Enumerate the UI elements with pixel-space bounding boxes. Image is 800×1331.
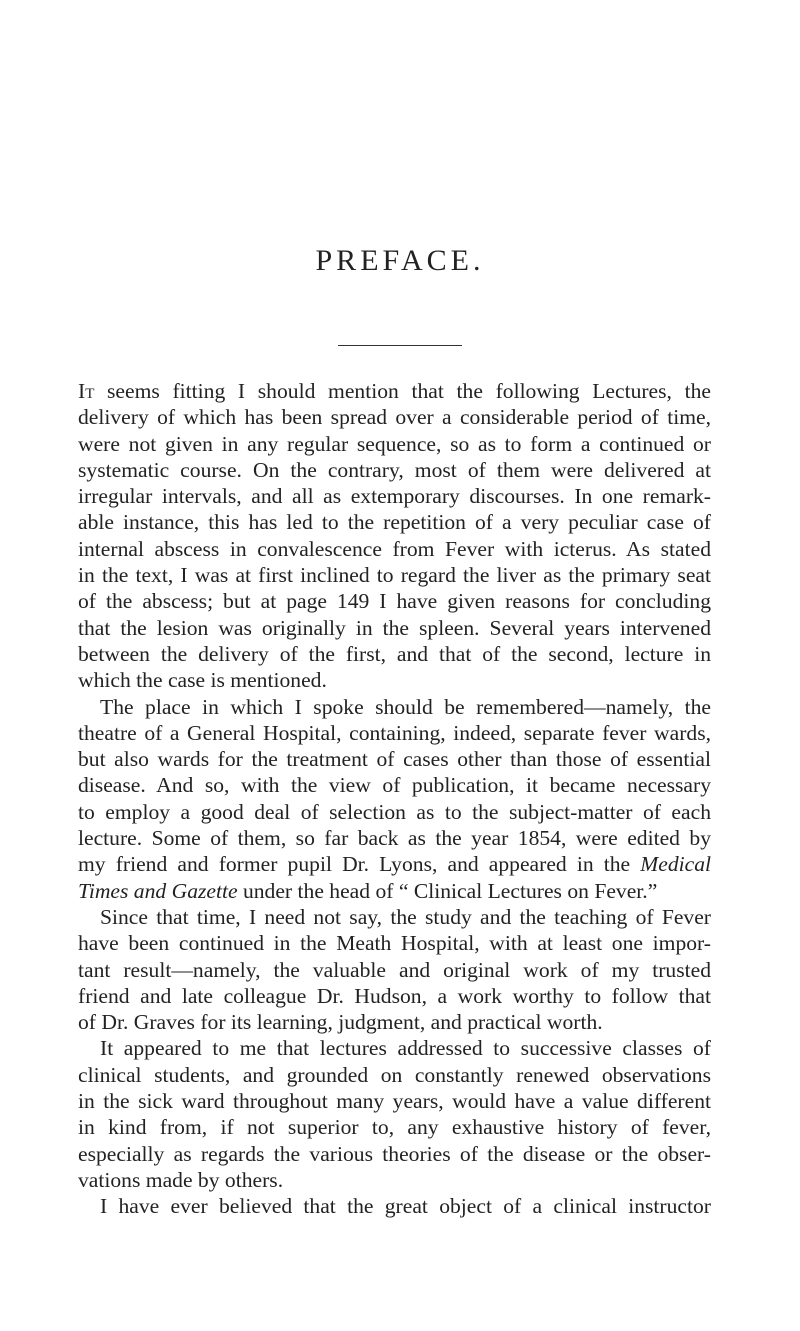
text-line: in kind from, if not superior to, any exhaustive history of fever,	[78, 1115, 711, 1140]
paragraph	[78, 378, 711, 694]
text-line: were not given in any regular sequence, so as to form a continued or	[78, 431, 711, 456]
text-line: internal abscess in convalescence from Fever with icterus. As stated	[78, 536, 711, 561]
text-line: irregular intervals, and all as extemporary discourses. In one remark-	[78, 484, 711, 509]
text-line: delivery of which has been spread over a considerable period of time,	[78, 405, 711, 430]
text-line: in the sick ward throughout many years, would have a value different	[78, 1089, 711, 1114]
text-line: to employ a good deal of selection as to the subject-matter of each	[78, 799, 711, 824]
title-divider	[338, 345, 462, 346]
text-line: I have ever believed that the great object of a clinical instructor	[100, 1194, 711, 1219]
paragraph	[78, 694, 711, 904]
text-line: It appeared to me that lectures addressed to successive classes of	[100, 1036, 711, 1061]
text-line: between the delivery of the first, and that of the second, lecture in	[78, 641, 711, 666]
text-line: tant result—namely, the valuable and original work of my trusted	[78, 957, 711, 982]
text-line: especially as regards the various theories of the disease or the obser-	[78, 1141, 711, 1166]
paragraph	[78, 904, 711, 1035]
text-line: vations made by others.	[78, 1167, 284, 1192]
text-line: Times and Gazette under the head of “ Clinical Lectures on Fever.”	[78, 878, 658, 903]
text-line: clinical students, and grounded on constantly renewed observations	[78, 1062, 711, 1087]
text-line: in the text, I was at first inclined to regard the liver as the primary seat	[78, 563, 711, 588]
text-line: lecture. Some of them, so far back as the year 1854, were edited by	[78, 826, 711, 851]
text-line: of the abscess; but at page 149 I have given reasons for concluding	[78, 589, 711, 614]
paragraph	[78, 1193, 711, 1219]
page-title: PREFACE.	[315, 244, 485, 277]
text-line: systematic course. On the contrary, most of them were delivered at	[78, 457, 711, 482]
text-line: It seems fitting I should mention that the following Lectures, the	[78, 379, 711, 403]
text-line: friend and late colleague Dr. Hudson, a work worthy to follow that	[78, 983, 711, 1008]
text-line: which the case is mentioned.	[78, 668, 327, 693]
text-line: have been continued in the Meath Hospital, with at least one impor-	[78, 931, 711, 956]
text-line: theatre of a General Hospital, containing, indeed, separate fever wards,	[78, 720, 711, 745]
text-line: my friend and former pupil Dr. Lyons, and appeared in the Medical	[78, 852, 711, 877]
text-line: disease. And so, with the view of publication, it became necessary	[78, 773, 711, 798]
text-line: but also wards for the treatment of cases other than those of essential	[78, 747, 711, 772]
paragraph	[78, 1035, 711, 1193]
text-line: of Dr. Graves for its learning, judgment, and practical worth.	[78, 1010, 603, 1035]
preface-body	[78, 378, 711, 1220]
text-line: Since that time, I need not say, the study and the teaching of Fever	[100, 904, 711, 929]
text-line: The place in which I spoke should be remembered—namely, the	[100, 694, 711, 719]
text-line: able instance, this has led to the repetition of a very peculiar case of	[78, 510, 711, 535]
text-line: that the lesion was originally in the spleen. Several years intervened	[78, 615, 711, 640]
